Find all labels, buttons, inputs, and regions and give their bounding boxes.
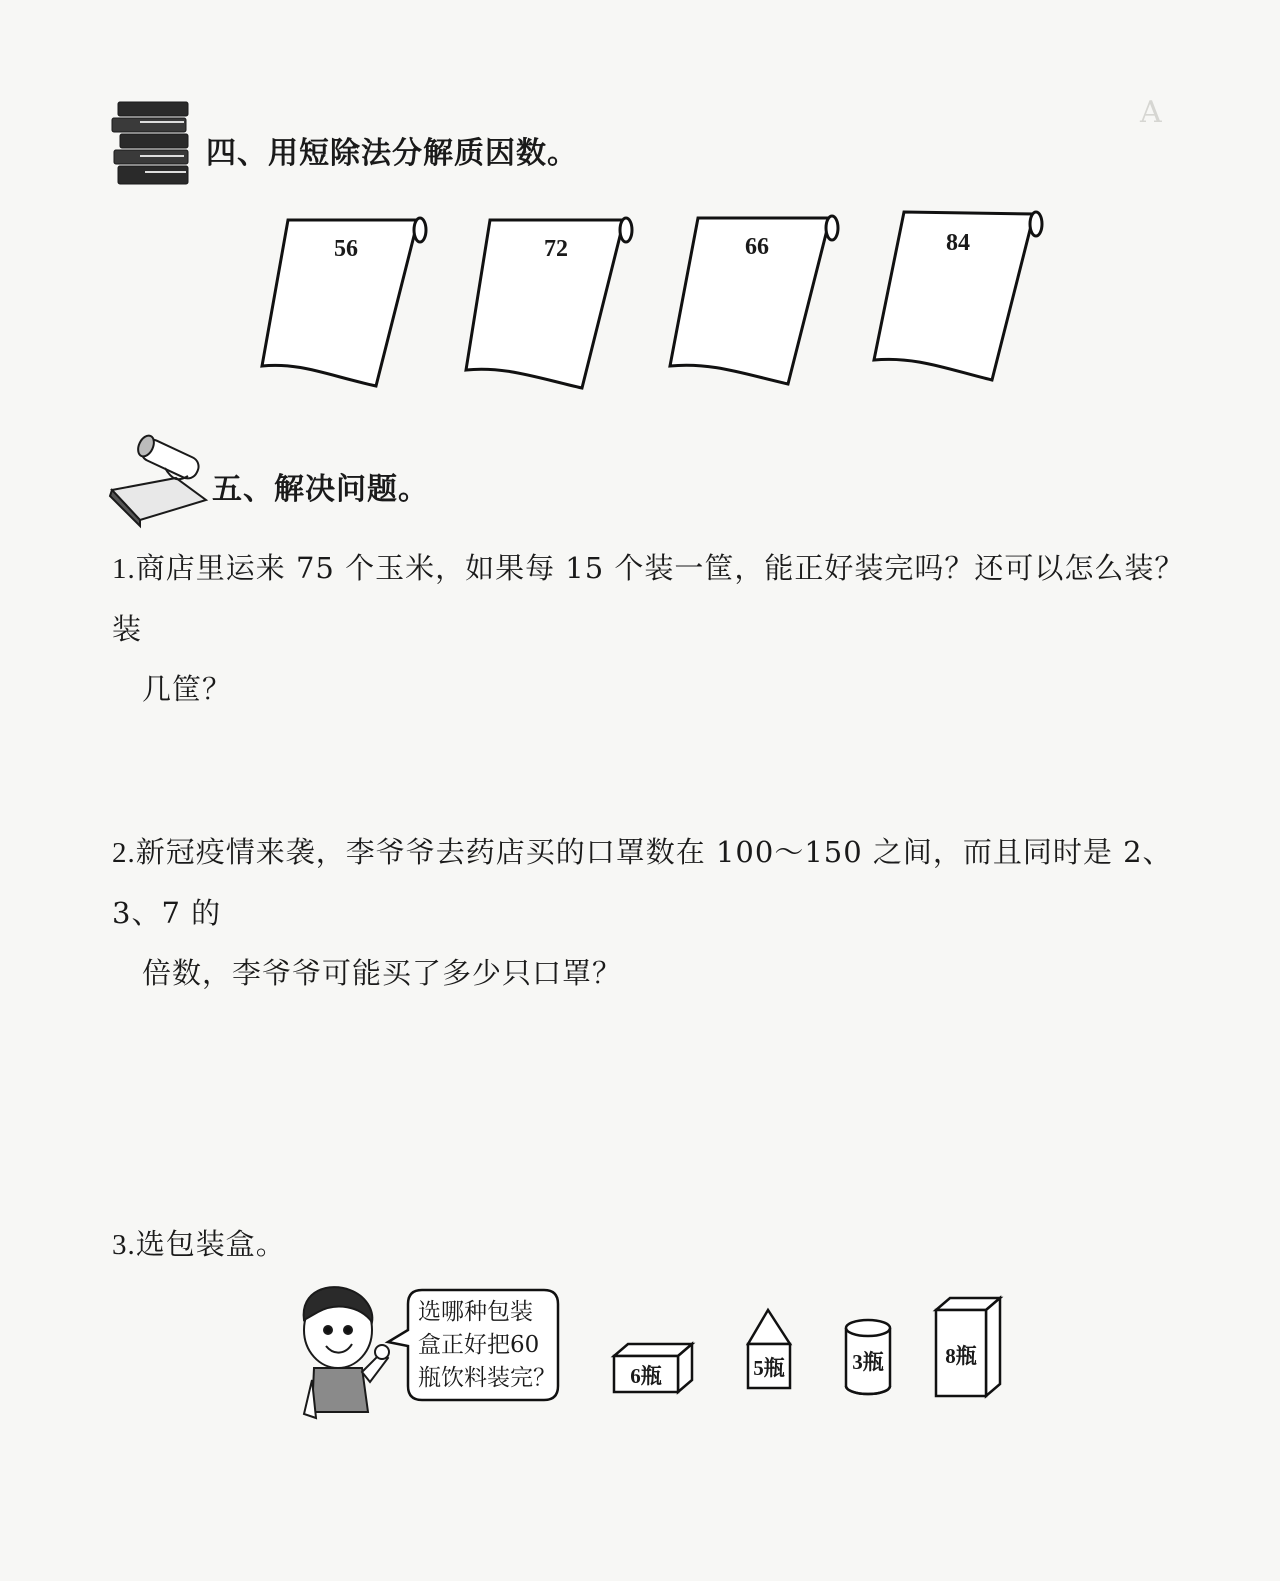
question-2-line-1 xyxy=(112,822,1212,943)
question-1-line-1 xyxy=(112,538,1212,659)
bleed-through-text: A xyxy=(1140,95,1162,130)
question-2-line-2: 倍数，李爷爷可能买了多少只口罩？ xyxy=(142,956,623,990)
speech-bubble-line-1: 选哪种包装 xyxy=(418,1299,533,1325)
question-1-text: 商店里运来 75 个玉米，如果每 15 个装一筐，能正好装完吗？还可以怎么装？装 xyxy=(112,551,1185,646)
question-1-number: 1. xyxy=(112,553,136,585)
scroll-number-3: 66 xyxy=(745,234,769,260)
question-3-number: 3. xyxy=(112,1229,136,1261)
box-label-8: 8瓶 xyxy=(945,1344,977,1368)
scroll-number-4: 84 xyxy=(946,230,970,256)
boy-character-illustration xyxy=(304,1287,389,1418)
question-1-line-2: 几筐？ xyxy=(142,672,233,706)
box-label-5: 5瓶 xyxy=(753,1356,785,1380)
scroll-number-2: 72 xyxy=(544,236,568,262)
diploma-book-icon xyxy=(110,433,206,526)
question-1 xyxy=(112,538,1212,719)
books-stack-icon xyxy=(112,102,188,184)
scroll-number-1: 56 xyxy=(334,236,358,262)
question-2 xyxy=(112,822,1212,1003)
question-2-number: 2. xyxy=(112,837,136,869)
question-3 xyxy=(112,1214,712,1275)
box-label-3: 3瓶 xyxy=(852,1350,884,1374)
section-4-title: 四、用短除法分解质因数。 xyxy=(206,136,578,171)
speech-bubble-text xyxy=(418,1296,558,1395)
speech-bubble-line-3: 瓶饮料装完？ xyxy=(418,1365,556,1391)
speech-bubble-line-2: 盒正好把60 xyxy=(418,1332,540,1358)
section-5-title: 五、解决问题。 xyxy=(212,472,429,507)
box-label-6: 6瓶 xyxy=(630,1364,662,1388)
question-3-text: 选包装盒。 xyxy=(135,1227,286,1261)
question-2-text: 新冠疫情来袭，李爷爷去药店买的口罩数在 100～150 之间，而且同时是 2、3、7 的 xyxy=(112,835,1173,930)
